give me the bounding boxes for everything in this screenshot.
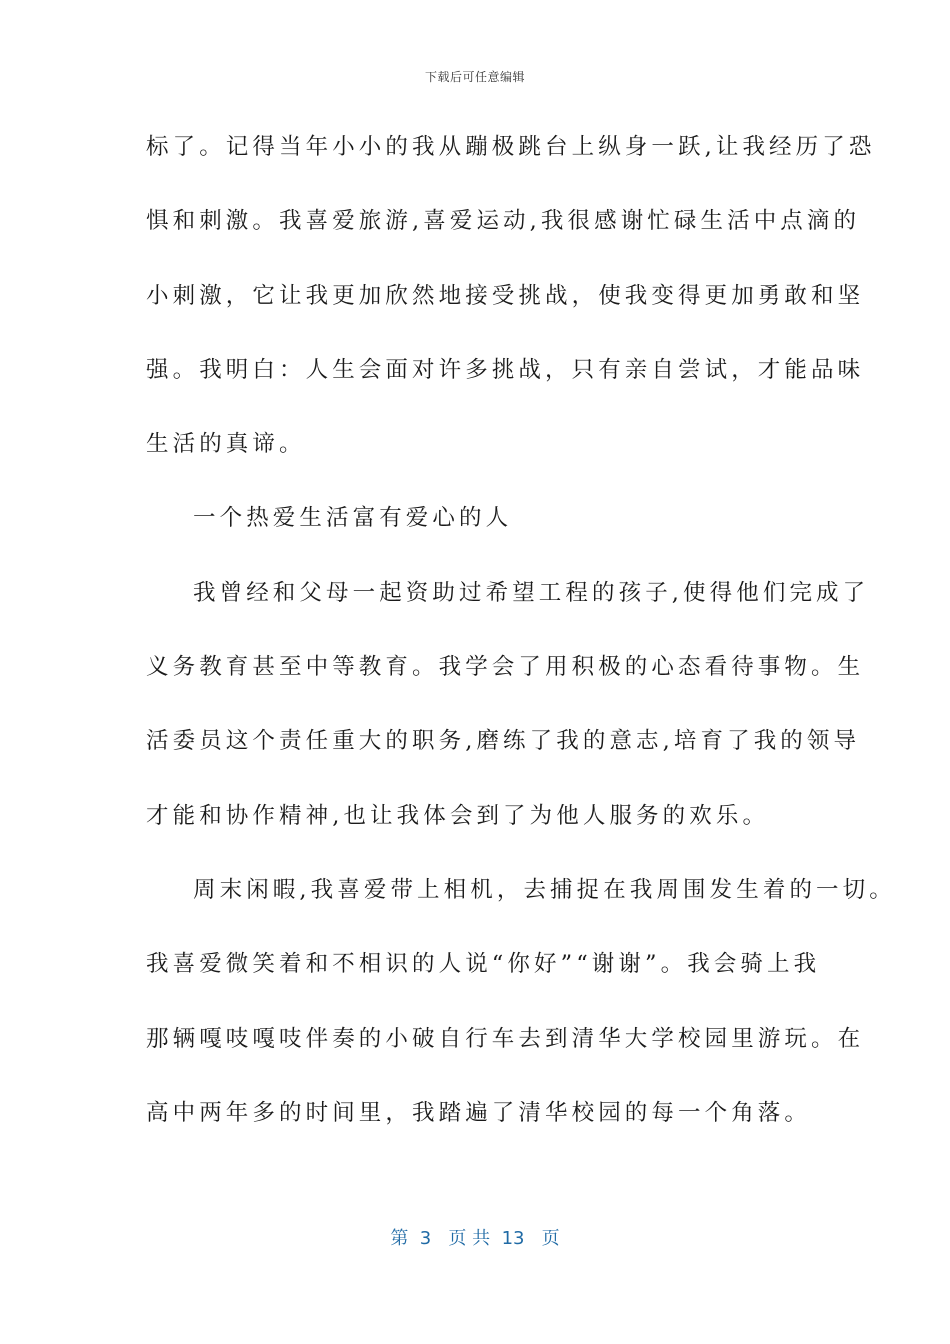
text-line: 我喜爱微笑着和不相识的人说“你好”“谢谢”。我会骑上我 <box>146 951 821 978</box>
page-header: 下载后可任意编辑 <box>424 70 525 84</box>
text-line: 惧和刺激。我喜爱旅游,喜爱运动,我很感谢忙碌生活中点滴的 <box>146 208 861 235</box>
text-line: 我曾经和父母一起资助过希望工程的孩子,使得他们完成了 <box>193 579 870 606</box>
text-line: 义务教育甚至中等教育。我学会了用积极的心态看待事物。生 <box>146 654 865 681</box>
text-line: 那辆嘎吱嘎吱伴奏的小破自行车去到清华大学校园里游玩。在 <box>146 1025 865 1052</box>
text-line: 强。我明白：人生会面对许多挑战，只有亲自尝试，才能品味 <box>146 356 865 383</box>
page-number-footer: 第 3 页 共 13 页 <box>390 1228 560 1249</box>
text-line: 才能和协作精神,也让我体会到了为他人服务的欢乐。 <box>146 802 770 829</box>
text-line: 活委员这个责任重大的职务,磨练了我的意志,培育了我的领导 <box>146 728 861 755</box>
section-heading: 一个热爱生活富有爱心的人 <box>193 505 513 532</box>
text-line: 周末闲暇,我喜爱带上相机，去捕捉在我周围发生着的一切。 <box>193 876 896 903</box>
text-line: 生活的真谛。 <box>146 431 306 458</box>
body-text <box>146 123 896 1163</box>
text-line: 小刺激，它让我更加欣然地接受挑战，使我变得更加勇敢和坚 <box>146 282 865 309</box>
text-line: 高中两年多的时间里，我踏遍了清华校园的每一个角落。 <box>146 1099 812 1126</box>
text-line: 标了。记得当年小小的我从蹦极跳台上纵身一跃,让我经历了恐 <box>146 134 876 160</box>
